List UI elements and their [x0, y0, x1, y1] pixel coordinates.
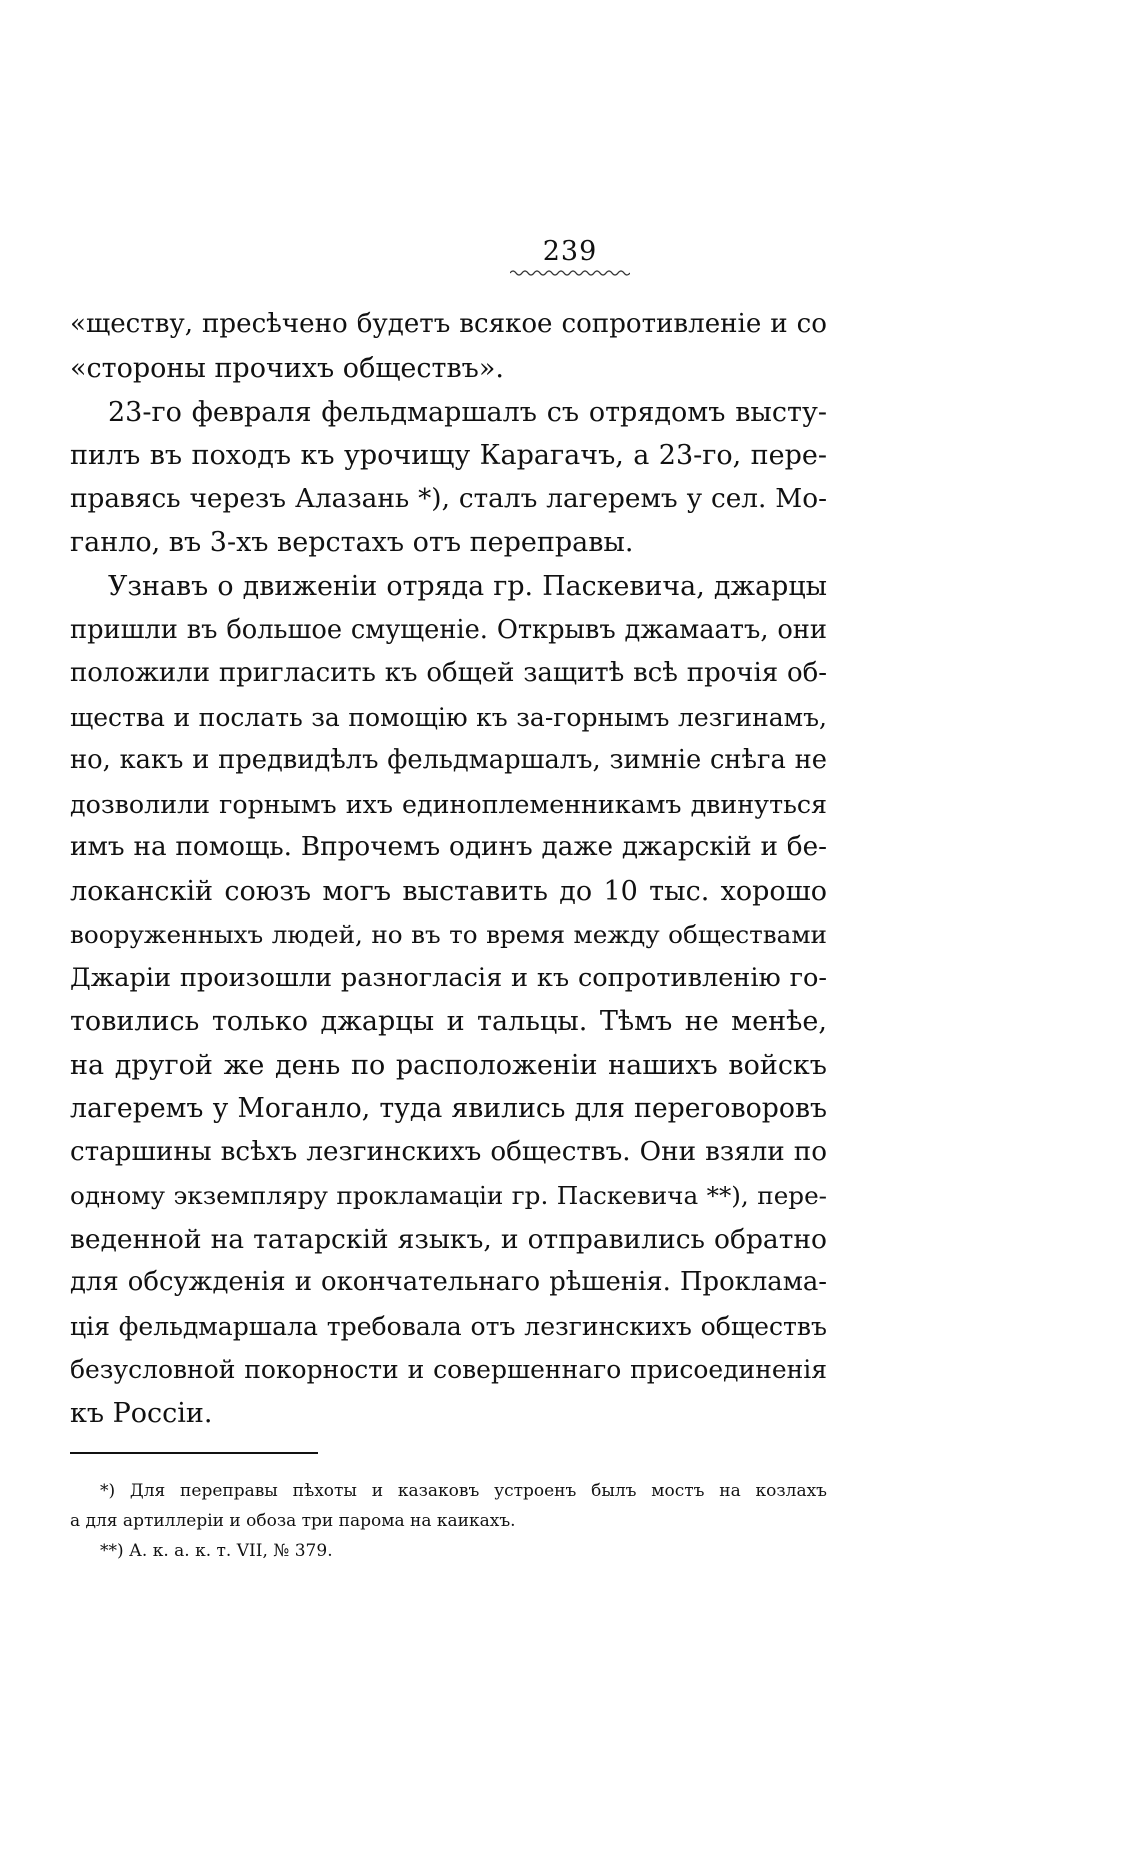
text-line: лагеремъ у Моганло, туда явились для переговоровъ — [70, 1093, 827, 1124]
text-line: вооруженныхъ людей, но въ то время между обществами — [70, 920, 827, 949]
text-line: 23-го февраля фельдмаршалъ съ отрядомъ высту- — [108, 396, 827, 428]
text-line: щества и послать за помощію къ за-горнымъ лезгинамъ, — [70, 702, 827, 732]
text-line: товились только джарцы и тальцы. Тѣмъ не менѣе, — [70, 1006, 827, 1037]
paragraph-3 — [70, 565, 827, 1435]
text-line: безусловной покорности и совершеннаго присоединенія — [70, 1355, 827, 1384]
paragraph-1 — [70, 303, 827, 390]
text-line: ганло, въ 3-хъ верстахъ отъ переправы. — [70, 527, 634, 558]
page-number: 239 — [542, 236, 598, 267]
text-line: дозволили горнымъ ихъ единоплеменникамъ двинуться — [70, 788, 827, 819]
text-line: «ществу, пресѣчено будетъ всякое сопротивленіе и со — [70, 309, 827, 339]
footnote-1-line-2: а для артиллеріи и обоза три парома на каикахъ. — [70, 1511, 516, 1531]
text-line: но, какъ и предвидѣлъ фельдмаршалъ, зимніе снѣга не — [70, 745, 827, 775]
footnote-1-line-1: *) Для переправы пѣхоты и казаковъ устроенъ былъ мостъ на козлахъ — [100, 1481, 827, 1501]
text-line: Узнавъ о движеніи отряда гр. Паскевича, джарцы — [108, 571, 827, 602]
text-line: правясь черезъ Алазань *), сталъ лагеремъ у сел. Мо- — [70, 483, 827, 514]
main-text — [70, 303, 827, 1435]
text-line: пришли въ большое смущеніе. Открывъ джамаатъ, они — [70, 614, 827, 645]
text-line: положили пригласить къ общей защитѣ всѣ прочія об- — [70, 658, 827, 688]
text-line: одному экземпляру прокламаціи гр. Паскевича **), пере- — [70, 1181, 827, 1210]
text-line: ція фельдмаршала требовала отъ лезгинскихъ обществъ — [70, 1311, 827, 1341]
text-line: Джаріи произошли разногласія и къ сопротивленію го- — [70, 962, 827, 993]
text-line: старшины всѣхъ лезгинскихъ обществъ. Они взяли по — [70, 1136, 827, 1167]
text-line: для обсужденія и окончательнаго рѣшенія. Прокламa- — [70, 1267, 827, 1297]
text-line: веденной на татарскій языкъ, и отправились обратно — [70, 1223, 827, 1255]
text-line: къ Россіи. — [70, 1397, 213, 1429]
text-line: пилъ въ походъ къ урочищу Карагачъ, а 23-го, пере- — [70, 440, 827, 471]
footnote-divider — [70, 1452, 318, 1454]
text-line: имъ на помощь. Впрочемъ одинъ даже джарскій и бе- — [70, 832, 827, 862]
footnotes — [70, 1476, 827, 1566]
wavy-underline-ornament — [510, 268, 630, 278]
text-line: «стороны прочихъ обществъ». — [70, 352, 504, 384]
footnote-2: **) А. к. а. к. т. VII, № 379. — [100, 1541, 333, 1561]
text-line: на другой же день по расположеніи нашихъ войскъ — [70, 1049, 827, 1081]
text-line: локанскій союзъ могъ выставить до 10 тыс. хорошо — [70, 875, 827, 907]
paragraph-2 — [70, 391, 827, 565]
